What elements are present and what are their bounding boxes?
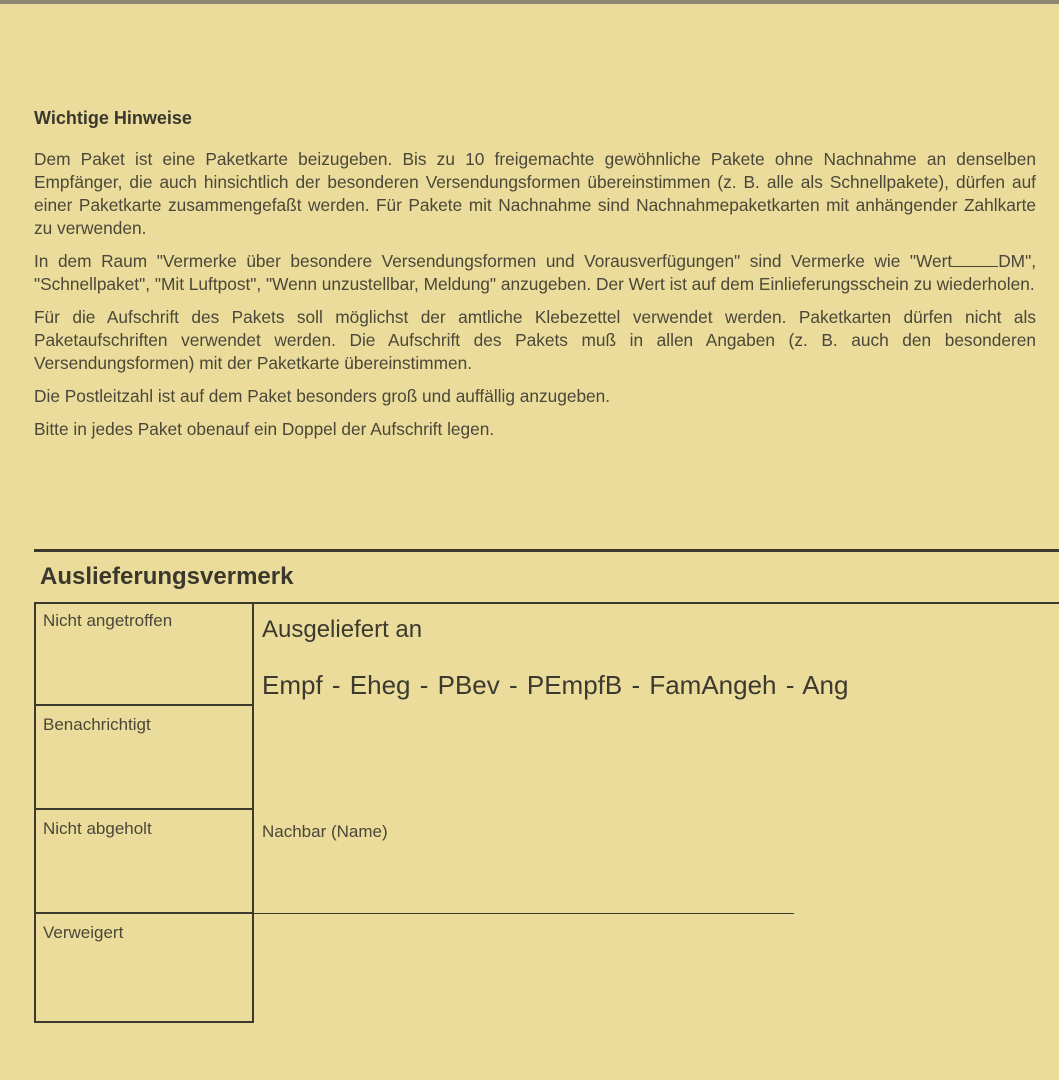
neighbour-name-label: Nachbar (Name) xyxy=(262,822,388,841)
status-cell-refused[interactable] xyxy=(36,914,252,1018)
status-cell-not-collected[interactable] xyxy=(36,810,252,914)
status-cell-not-found[interactable] xyxy=(36,602,252,706)
form-top-rule xyxy=(34,549,1059,552)
form-title: Auslieferungsvermerk xyxy=(40,563,294,590)
status-column xyxy=(34,602,254,1023)
recipient-options[interactable]: Empf - Eheg - PBev - PEmpfB - FamAngeh - Ang xyxy=(262,670,849,700)
delivered-to-label: Ausgeliefert an xyxy=(262,616,423,643)
note-paragraph-2-start: In dem Raum "Vermerke über besondere Versendungsformen und Vorausverfügungen" sind Vermerke wie "Wert xyxy=(34,251,953,271)
status-cell-notified[interactable] xyxy=(36,706,252,810)
status-label-notified: Benachrichtigt xyxy=(43,715,151,734)
note-paragraph-4: Die Postleitzahl ist auf dem Paket besonders groß und auffällig anzugeben. xyxy=(34,386,611,406)
notes-heading: Wichtige Hinweise xyxy=(34,108,192,128)
status-label-refused: Verweigert xyxy=(43,923,124,942)
neighbour-name-field[interactable] xyxy=(250,913,794,914)
value-blank-line xyxy=(952,252,998,267)
note-paragraph-1: Dem Paket ist eine Paketkarte beizugeben. Bis zu 10 freigemachte gewöhnliche Pakete ohne Nachnahme an denselben Empfänger, die auch hinsichtlich der besonderen Versendungsformen übereinstimmen (z. B. alle als Schnellpakete), dürfen auf einer Paketkarte zusammengefaßt werden. Für Pakete mit Nachnahme sind Nachnahmepaketkarten mit anhängender Zahlkarte zu verwenden. xyxy=(34,149,1036,238)
notes-body xyxy=(34,148,1036,451)
note-paragraph-3: Für die Aufschrift des Pakets soll möglichst der amtliche Klebezettel verwendet werden. Paketkarten dürfen nicht als Paketaufschriften verwendet werden. Die Aufschrift des Pakets muß in allen Angaben (z. B. auch den besonderen Versendungsformen) mit der Paketkarte übereinstimmen. xyxy=(34,307,1036,373)
note-paragraph-2-end: DM", "Schnellpaket", "Mit Luftpost", "Wenn unzustellbar, Meldung" anzugeben. Der Wert ist auf dem Einlieferungsschein zu wiederholen. xyxy=(34,251,1036,294)
status-label-not-collected: Nicht abgeholt xyxy=(43,819,152,838)
status-label-not-found: Nicht angetroffen xyxy=(43,611,173,630)
note-paragraph-2 xyxy=(34,250,1036,296)
note-paragraph-5: Bitte in jedes Paket obenauf ein Doppel der Aufschrift legen. xyxy=(34,419,495,439)
delivery-form xyxy=(34,549,1059,1023)
